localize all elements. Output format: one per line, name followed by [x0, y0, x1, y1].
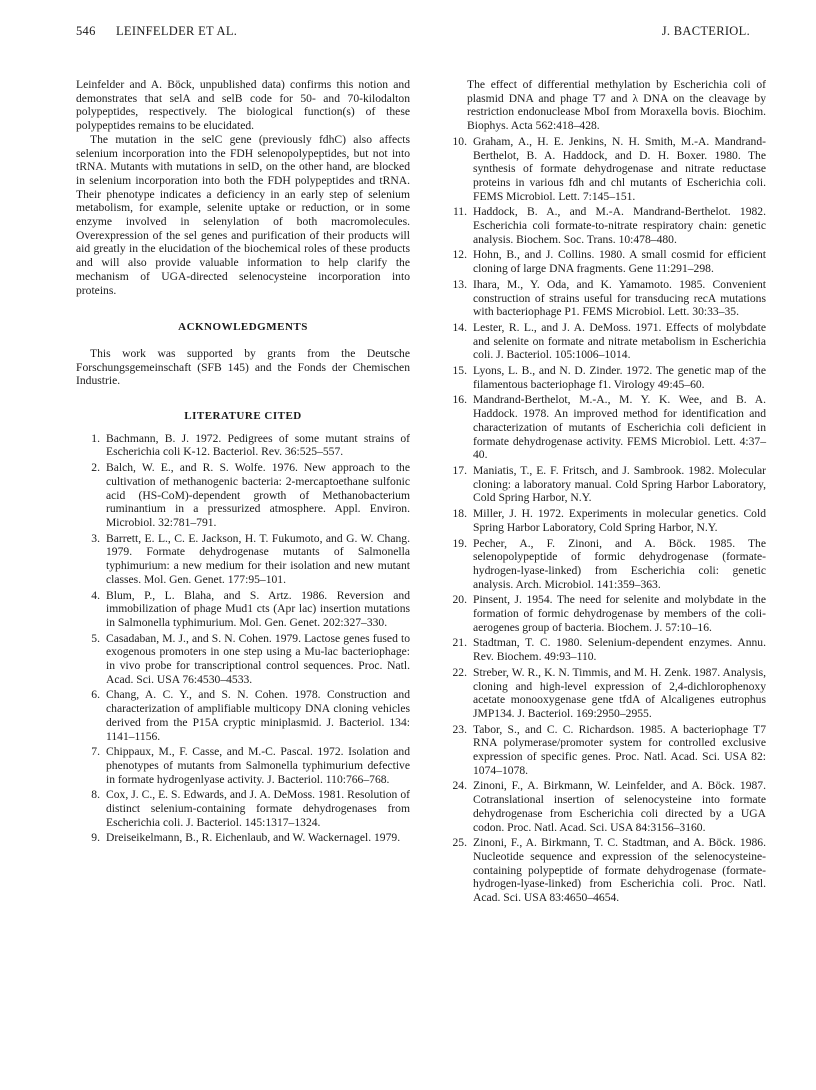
reference-number: 7. [91, 745, 100, 759]
reference-text: Streber, W. R., K. N. Timmis, and M. H. Zenk. 1987. Analysis, cloning and high-level expression of 2,4-dichlorophenoxy acetate monooxygenase gene tfdA of Alcaligenes eutrophus JMP134. J. Bacteriol. 169:2950–2955. [473, 665, 766, 720]
reference-text: Chang, A. C. Y., and S. N. Cohen. 1978. Construction and characterization of amplifiable multicopy DNA cloning vehicles derived from the P15A cryptic miniplasmid. J. Bacteriol. 134: 1141–1156. [106, 688, 410, 743]
reference-item [443, 248, 766, 275]
right-column [443, 78, 766, 907]
reference-item [443, 537, 766, 592]
reference-item [443, 779, 766, 834]
reference-item [443, 364, 766, 391]
reference-text: Hohn, B., and J. Collins. 1980. A small cosmid for efficient cloning of large DNA fragments. Gene 11:291–298. [473, 248, 766, 276]
journal-name: J. BACTERIOL. [661, 24, 750, 38]
literature-title: LITERATURE CITED [184, 410, 302, 423]
reference-number: 16. [452, 393, 467, 407]
reference-item [443, 321, 766, 362]
reference-list [443, 135, 766, 905]
page-number: 546 [76, 24, 96, 38]
reference-number: 24. [452, 779, 467, 793]
reference-text: Pecher, A., F. Zinoni, and A. Böck. 1985. The selenopolypeptide of formic dehydrogenase (formate-hydrogen-lyase-linked) from Escherichia coli: genetic analysis. Arch. Microbiol. 141:359–363. [473, 536, 766, 591]
acknowledgments-title: ACKNOWLEDGMENTS [178, 321, 308, 334]
reference-number: 5. [91, 631, 100, 645]
reference-number: 3. [91, 531, 100, 545]
reference-text: Pinsent, J. 1954. The need for selenite and molybdate in the formation of formic dehydrogenase by members of the coli-aerogenes group of bacteria. Biochem. J. 57:10–16. [473, 593, 766, 634]
reference-number: 18. [452, 507, 467, 521]
reference-item [76, 745, 410, 786]
reference-item [76, 788, 410, 829]
reference-text: Zinoni, F., A. Birkmann, T. C. Stadtman, and A. Böck. 1986. Nucleotide sequence and expression of the selenocysteine-containing polypeptide of formate dehydrogenase (formate-hydrogen-lyase-linked) from Escherichia coli. Proc. Natl. Acad. Sci. USA 83:4650–4654. [473, 836, 766, 905]
reference-item [76, 532, 410, 587]
reference-text: Balch, W. E., and R. S. Wolfe. 1976. New approach to the cultivation of methanogenic bacteria: 2-mercaptoethane sulfonic acid (HS-CoM)-dependent growth of Methanobacterium ruminantium in a pressurized atmosphere. Appl. Environ. Microbiol. 32:781–791. [106, 461, 410, 529]
page-header [76, 24, 750, 42]
reference-item [443, 723, 766, 778]
reference-item [443, 278, 766, 319]
reference-number: 19. [452, 536, 467, 550]
reference-item [76, 461, 410, 530]
running-title: LEINFELDER ET AL. [116, 24, 238, 38]
reference-list [76, 432, 410, 845]
reference-number: 1. [91, 431, 100, 445]
reference-text: Tabor, S., and C. C. Richardson. 1985. A bacteriophage T7 RNA polymerase/promoter system for controlled exclusive expression of specific genes. Proc. Natl. Acad. Sci. USA 82: 1074–1078. [473, 722, 766, 777]
reference-item [443, 593, 766, 634]
reference-item [443, 836, 766, 905]
reference-number: 2. [91, 461, 100, 475]
reference-number: 15. [452, 364, 467, 378]
reference-text: Lester, R. L., and J. A. DeMoss. 1971. Effects of molybdate and selenite on formate and nitrate metabolism in Escherichia coli. J. Bacteriol. 105:1006–1014. [473, 320, 766, 362]
reference-number: 10. [452, 134, 467, 148]
reference-number: 25. [452, 836, 467, 850]
reference-number: 11. [452, 205, 467, 219]
left-column [76, 78, 410, 847]
reference-item [76, 589, 410, 630]
body-paragraph: The mutation in the selC gene (previously fdhC) also affects selenium incorporation into the FDH selenopolypeptides, but not into tRNA. Mutants with mutations in selD, on the other hand, are blocked in selenium incorporation into both the FDH polypeptides and tRNA. Their phenotype indicates a deficiency in an early step of selenium metabolism, for example, selenite uptake or reduction, or in some enzyme involved in selenylation of both macromolecules. Overexpression of the sel genes and purification of their products will aid greatly in the elucidation of the biochemical roles of these products and will also provide valuable information to help clarify the mechanism of UGA-directed selenocysteine incorporation into proteins. [76, 132, 410, 297]
reference-item [443, 507, 766, 534]
reference-continuation: The effect of differential methylation by Escherichia coli of plasmid DNA and phage T7 and λ DNA on the cleavage by restriction endonuclease MboI from Moraxella bovis. Biochim. Biophys. Acta 562:418–428. [467, 78, 766, 133]
reference-text: Dreiseikelmann, B., R. Eichenlaub, and W. Wackernagel. 1979. [106, 831, 401, 845]
acknowledgments-text: This work was supported by grants from the Deutsche Forschungsgemeinschaft (SFB 145) and the Fonds der Chemischen Industrie. [76, 346, 410, 388]
reference-text: Blum, P., L. Blaha, and S. Artz. 1986. Reversion and immobilization of phage Mud1 cts (Apr lac) insertion mutations in Salmonella typhimurium. Mol. Gen. Genet. 202:327–330. [106, 588, 410, 629]
reference-number: 20. [452, 593, 467, 607]
reference-number: 4. [91, 588, 100, 602]
reference-text: Stadtman, T. C. 1980. Selenium-dependent enzymes. Annu. Rev. Biochem. 49:93–110. [473, 636, 766, 664]
reference-item [76, 831, 410, 845]
reference-item [76, 632, 410, 687]
reference-number: 9. [91, 831, 100, 845]
reference-number: 8. [91, 788, 100, 802]
reference-text: Ihara, M., Y. Oda, and K. Yamamoto. 1985. Convenient construction of strains useful for transducing recA mutations with bacteriophage P1. FEMS Microbiol. Lett. 30:33–35. [473, 277, 766, 319]
reference-item [443, 666, 766, 721]
reference-number: 14. [452, 320, 467, 334]
body-paragraph: Leinfelder and A. Böck, unpublished data) confirms this notion and demonstrates that selA and selB code for 50- and 70-kilodalton polypeptides, respectively. The biological function(s) of these polypeptides remains to be elucidated. [76, 78, 410, 133]
reference-number: 12. [452, 248, 467, 262]
reference-item [443, 636, 766, 663]
reference-number: 22. [452, 665, 467, 679]
reference-item [443, 393, 766, 462]
reference-text: Maniatis, T., E. F. Fritsch, and J. Sambrook. 1982. Molecular cloning: a laboratory manual. Cold Spring Harbor Laboratory, Cold Spring Harbor, N.Y. [473, 463, 766, 505]
reference-text: Casadaban, M. J., and S. N. Cohen. 1979. Lactose genes fused to exogenous promoters in one step using a Mu-lac bacteriophage: in vivo probe for transcriptional control sequences. Proc. Natl. Acad. Sci. USA 76:4530–4533. [106, 631, 410, 686]
reference-text: Lyons, L. B., and N. D. Zinder. 1972. The genetic map of the filamentous bacteriophage f1. Virology 49:45–60. [473, 364, 766, 391]
reference-number: 17. [452, 463, 467, 477]
reference-text: Chippaux, M., F. Casse, and M.-C. Pascal. 1972. Isolation and phenotypes of mutants from Salmonella typhimurium defective in formate hydrogenlyase activity. J. Bacteriol. 110:766–768. [106, 745, 410, 786]
reference-item [443, 135, 766, 204]
reference-item [76, 432, 410, 459]
reference-number: 23. [452, 722, 467, 736]
reference-text: Miller, J. H. 1972. Experiments in molecular genetics. Cold Spring Harbor Laboratory, Cold Spring Harbor, N.Y. [473, 507, 766, 534]
reference-number: 13. [452, 277, 467, 291]
reference-text: Haddock, B. A., and M.-A. Mandrand-Berthelot. 1982. Escherichia coli formate-to-nitrate respiratory chain: genetic analysis. Biochem. Soc. Trans. 10:478–480. [473, 205, 766, 246]
reference-text: Bachmann, B. J. 1972. Pedigrees of some mutant strains of Escherichia coli K-12. Bacteriol. Rev. 36:525–557. [106, 431, 410, 459]
reference-text: Mandrand-Berthelot, M.-A., M. Y. K. Wee, and B. A. Haddock. 1978. An improved method for identification and characterization of mutants of Escherichia coli deficient in formate dehydrogenase activity. FEMS Microbiol. Lett. 4:37–40. [473, 393, 766, 462]
reference-text: Graham, A., H. E. Jenkins, N. H. Smith, M.-A. Mandrand-Berthelot, B. A. Haddock, and D. H. Boxer. 1980. The synthesis of formate dehydrogenase and nitrate reductase proteins in various fdh and chl mutants of Escherichia coli. FEMS Microbiol. Lett. 7:145–151. [473, 134, 766, 203]
reference-number: 21. [452, 636, 467, 650]
reference-text: Cox, J. C., E. S. Edwards, and J. A. DeMoss. 1981. Resolution of distinct selenium-containing formate dehydrogenases from Escherichia coli. J. Bacteriol. 145:1317–1324. [106, 788, 410, 829]
reference-text: Barrett, E. L., C. E. Jackson, H. T. Fukumoto, and G. W. Chang. 1979. Formate dehydrogenase mutants of Salmonella typhimurium: a new medium for their isolation and new mutant classes. Mol. Gen. Genet. 177:95–101. [106, 531, 410, 586]
reference-item [76, 688, 410, 743]
reference-number: 6. [91, 688, 100, 702]
reference-item [443, 205, 766, 246]
reference-item [443, 464, 766, 505]
reference-text: Zinoni, F., A. Birkmann, W. Leinfelder, and A. Böck. 1987. Cotranslational insertion of selenocysteine into formate dehydrogenase from Escherichia coli directed by a UGA codon. Proc. Natl. Acad. Sci. USA 84:3156–3160. [473, 779, 766, 834]
